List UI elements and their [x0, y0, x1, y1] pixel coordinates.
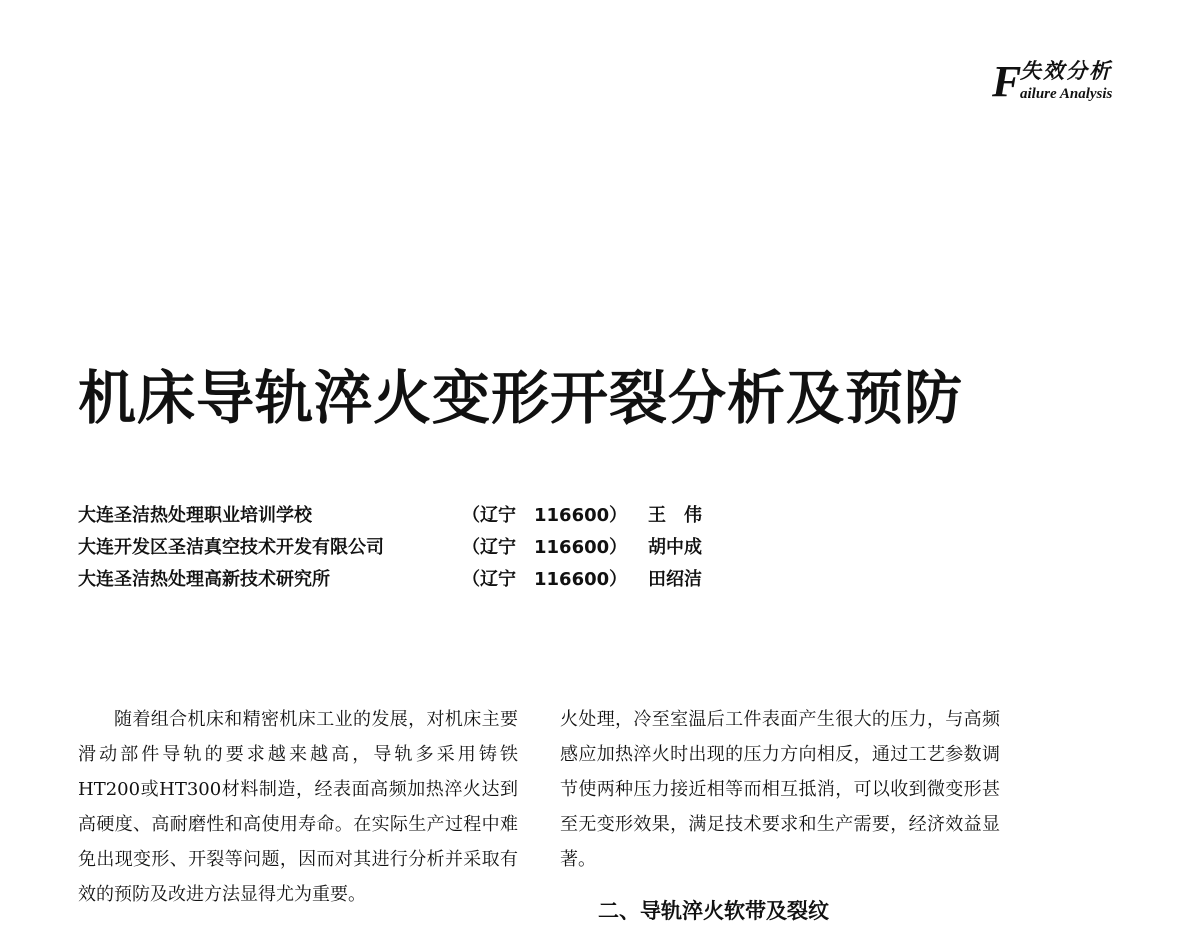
- body-column-left: [78, 702, 518, 912]
- author-region: （辽宁 116600）: [462, 505, 628, 526]
- column-tag-letter: F: [992, 57, 1022, 106]
- author-affiliation: 大连圣洁热处理高新技术研究所: [78, 569, 330, 590]
- article-title: 机床导轨淬火变形开裂分析及预防: [78, 364, 964, 432]
- body-paragraph: 火处理，冷至室温后工件表面产生很大的压力，与高频感应加热淬火时出现的压力方向相反，通过工艺参数调节使两种压力接近相等而相互抵消，可以收到微变形甚至无变形效果，满足技术要求和生产需要，经济效益显著。: [560, 709, 1000, 870]
- column-tag-chinese: 失效分析: [1020, 59, 1112, 83]
- column-tag: [990, 52, 1150, 112]
- body-paragraph: 随着组合机床和精密机床工业的发展，对机床主要滑动部件导轨的要求越来越高，导轨多采用铸铁HT200或HT300材料制造，经表面高频加热淬火达到高硬度、高耐磨性和高使用寿命。在实际生产过程中难免出现变形、开裂等问题，因而对其进行分析并采取有效的预防及改进方法显得尤为重要。: [78, 709, 518, 905]
- author-affiliation: 大连开发区圣洁真空技术开发有限公司: [78, 537, 384, 558]
- section-heading: 二、导轨淬火软带及裂纹: [598, 899, 829, 923]
- author-name: 田绍洁: [648, 569, 702, 590]
- body-column-right: [560, 702, 1000, 877]
- author-region: （辽宁 116600）: [462, 537, 628, 558]
- author-region: （辽宁 116600）: [462, 569, 628, 590]
- author-name: 胡中成: [648, 537, 702, 558]
- column-tag-english: ailure Analysis: [1020, 86, 1113, 102]
- author-affiliation: 大连圣洁热处理职业培训学校: [78, 505, 312, 526]
- author-name: 王 伟: [648, 505, 702, 526]
